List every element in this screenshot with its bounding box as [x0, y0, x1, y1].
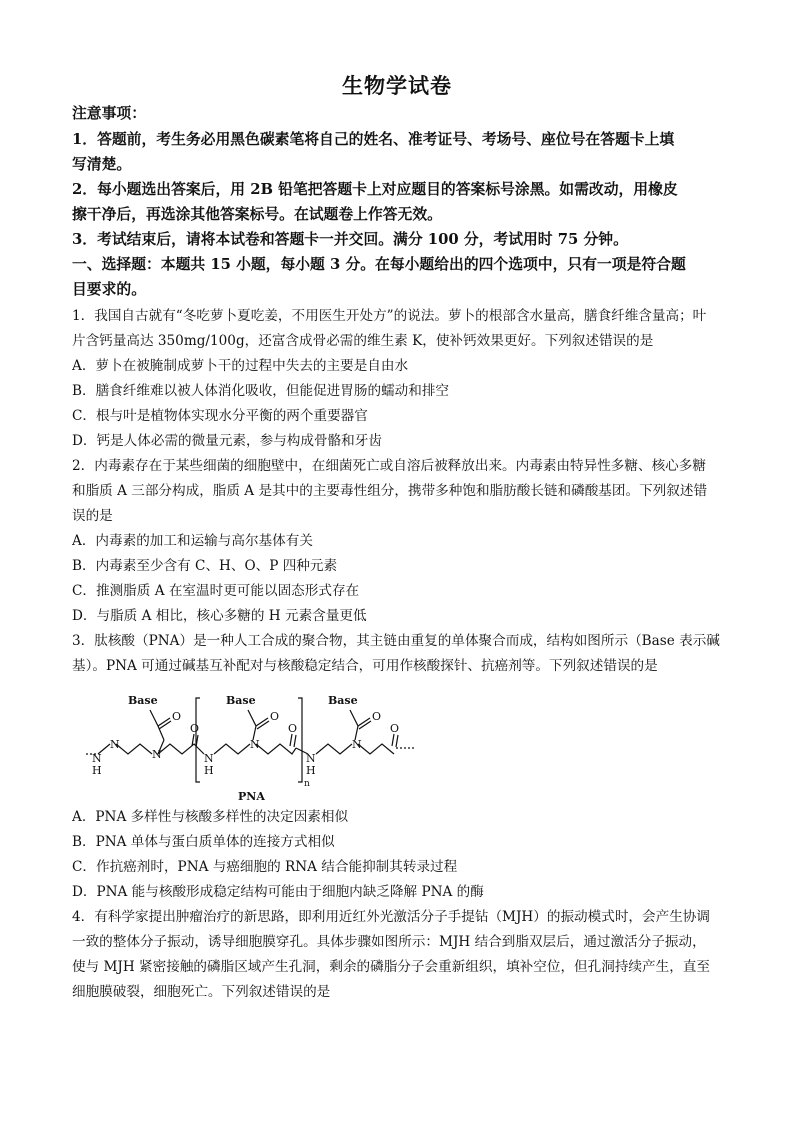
pna-nitrogen-2: N: [152, 748, 162, 761]
q3-option-c: C．作抗癌剂时，PNA 与癌细胞的 RNA 结合能抑制其转录过程: [72, 859, 458, 875]
q1-stem-line-2: 片含钙量高达 350mg/100g，还富含成骨必需的维生素 K，使补钙效果更好。下列叙述错误的是: [72, 333, 654, 349]
q4-stem-line-3: 使与 MJH 紧密接触的磷脂区域产生孔洞，剩余的磷脂分子会重新组织，填补空位，但孔洞持续产生，直至: [72, 959, 710, 975]
pna-nitrogen-4: N: [352, 738, 362, 751]
notice-1-line-2: 写清楚。: [72, 156, 132, 173]
q2-option-d: D．与脂质 A 相比，核心多糖的 H 元素含量更低: [72, 608, 367, 624]
notice-2-line-2: 擦干净后，再选涂其他答案标号。在试题卷上作答无效。: [72, 206, 442, 223]
pna-nh-n-3: N: [306, 752, 316, 765]
page-title: 生物学试卷: [342, 73, 452, 98]
q3-stem-line-1: 3．肽核酸（PNA）是一种人工合成的聚合物，其主链由重复的单体聚合而成，结构如图所示（Base 表示碱: [72, 633, 720, 649]
q4-stem-line-1: 4．有科学家提出肿瘤治疗的新思路，即利用近红外光激活分子手提钻（MJH）的振动模式时，会产生协调: [72, 909, 710, 925]
q1-option-c: C．根与叶是植物体实现水分平衡的两个重要器官: [72, 408, 368, 424]
pna-nitrogen-3: N: [250, 738, 260, 751]
q1-option-b: B．膳食纤维难以被人体消化吸收，但能促进胃肠的蠕动和排空: [72, 383, 450, 399]
pna-oxygen-4: O: [190, 722, 200, 735]
q2-stem-line-3: 误的是: [72, 508, 113, 524]
q2-option-c: C．推测脂质 A 在室温时更可能以固态形式存在: [72, 583, 360, 599]
q1-stem-line-1: 1．我国自古就有“冬吃萝卜夏吃姜，不用医生开处方”的说法。萝卜的根部含水量高，膳食纤维含量高；叶: [72, 308, 707, 324]
notice-2-line-1: 2．每小题选出答案后，用 2B 铅笔把答题卡上对应题目的答案标号涂黑。如需改动，用橡皮: [72, 181, 678, 198]
notice-1-line-1: 1．答题前，考生务必用黑色碳素笔将自己的姓名、准考证号、考场号、座位号在答题卡上填: [72, 131, 675, 148]
pna-caption: PNA: [238, 790, 265, 803]
pna-nh-h-3: H: [306, 764, 316, 777]
q2-stem-line-2: 和脂质 A 三部分构成，脂质 A 是其中的主要毒性组分，携带多种饱和脂肪酸长链和磷酸基团。下列叙述错: [72, 483, 708, 499]
q4-stem-line-2: 一致的整体分子振动，诱导细胞膜穿孔。具体步骤如图所示：MJH 结合到脂双层后，通过激活分子振动，: [72, 934, 706, 950]
pna-nh-n-1: N: [92, 752, 102, 765]
pna-base-label-2: Base: [226, 694, 256, 707]
q3-stem-line-2: 基）。PNA 可通过碱基互补配对与核酸稳定结合，可用作核酸探针、抗癌剂等。下列叙述错误的是: [72, 658, 658, 674]
q2-option-a: A．内毒素的加工和运输与高尔基体有关: [72, 533, 313, 549]
q2-option-b: B．内毒素至少含有 C、H、O、P 四种元素: [72, 558, 338, 574]
pna-nitrogen-1: N: [110, 738, 120, 751]
pna-base-label-1: Base: [128, 694, 158, 707]
section-heading-line-1: 一、选择题：本题共 15 小题，每小题 3 分。在每小题给出的四个选项中，只有一项是符合题: [72, 256, 686, 273]
pna-oxygen-3: O: [372, 710, 382, 723]
q2-stem-line-1: 2．内毒素存在于某些细菌的细胞壁中，在细菌死亡或自溶后被释放出来。内毒素由特异性多糖、核心多糖: [72, 458, 706, 474]
pna-oxygen-6: O: [390, 722, 400, 735]
pna-nh-h-2: H: [204, 764, 214, 777]
q3-option-a: A．PNA 多样性与核酸多样性的决定因素相似: [72, 809, 349, 825]
pna-nh-n-2: N: [204, 752, 214, 765]
q4-stem-line-4: 细胞膜破裂，细胞死亡。下列叙述错误的是: [72, 984, 331, 1000]
section-heading-line-2: 目要求的。: [72, 281, 146, 298]
pna-oxygen-1: O: [172, 710, 182, 723]
pna-structure-figure: [80, 686, 420, 804]
q1-option-a: A．萝卜在被腌制成萝卜干的过程中失去的主要是自由水: [72, 358, 409, 374]
pna-base-label-3: Base: [328, 694, 358, 707]
pna-nh-h-1: H: [92, 764, 102, 777]
pna-oxygen-5: O: [288, 722, 298, 735]
notice-heading: 注意事项：: [72, 105, 146, 122]
q3-option-b: B．PNA 单体与蛋白质单体的连接方式相似: [72, 834, 335, 850]
pna-oxygen-2: O: [270, 710, 280, 723]
q3-option-d: D．PNA 能与核酸形成稳定结构可能由于细胞内缺乏降解 PNA 的酶: [72, 884, 484, 900]
q1-option-d: D．钙是人体必需的微量元素，参与构成骨骼和牙齿: [72, 433, 382, 449]
notice-3: 3．考试结束后，请将本试卷和答题卡一并交回。满分 100 分，考试用时 75 分钟。: [72, 231, 628, 248]
pna-repeat-subscript: n: [304, 779, 310, 789]
